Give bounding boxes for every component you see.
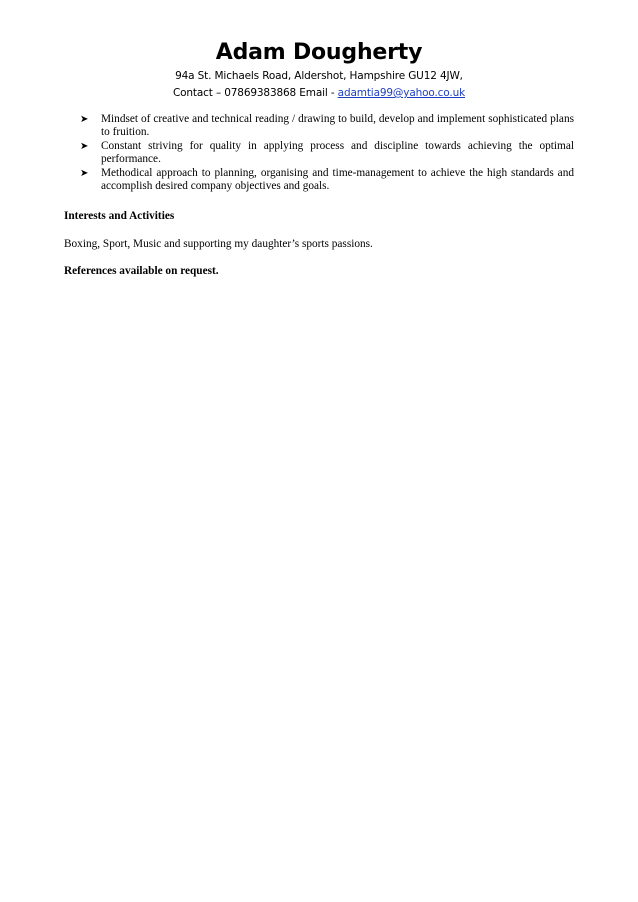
list-item — [80, 113, 574, 140]
arrow-bullet-icon: ➤ — [80, 140, 89, 152]
email-link[interactable]: adamtia99@yahoo.co.uk — [337, 87, 466, 99]
arrow-bullet-icon: ➤ — [80, 167, 89, 179]
list-item — [80, 140, 574, 167]
references-note: References available on request. — [64, 265, 219, 277]
candidate-address: 94a St. Michaels Road, Aldershot, Hampshire GU12 4JW, — [175, 70, 463, 82]
contact-phone-text: Contact – 07869383868 Email - — [172, 87, 338, 99]
interests-heading: Interests and Activities — [64, 210, 175, 222]
arrow-bullet-icon: ➤ — [80, 114, 89, 125]
candidate-contact — [0, 85, 638, 102]
skills-list — [80, 113, 574, 193]
interests-text: Boxing, Sport, Music and supporting my daughter’s sports passions. — [64, 238, 373, 250]
candidate-name: Adam Dougherty — [215, 40, 423, 65]
skill-text: Constant striving for quality in applying process and discipline towards achieving the optimal performance. — [101, 139, 574, 166]
list-item — [80, 167, 574, 194]
cv-header — [0, 38, 638, 102]
skill-text: Methodical approach to planning, organising and time-management to achieve the high standards and accomplish desired company objectives and goals. — [101, 166, 574, 193]
skill-text: Mindset of creative and technical reading / drawing to build, develop and implement sophisticated plans to fruition. — [101, 113, 574, 139]
